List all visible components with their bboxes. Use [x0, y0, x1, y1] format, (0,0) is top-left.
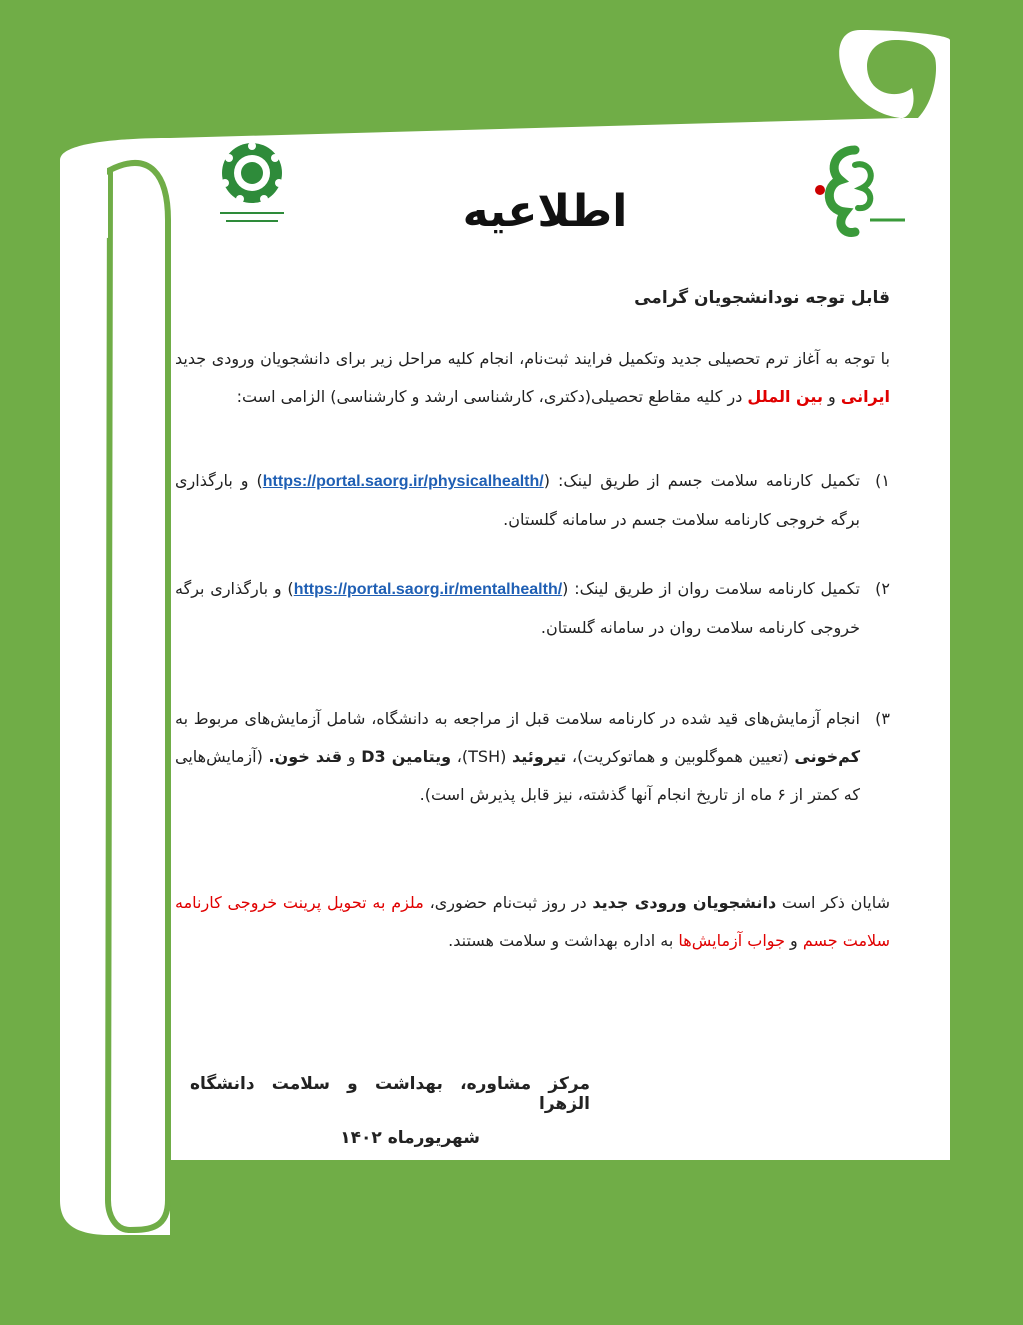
list-item-body — [175, 700, 860, 814]
list-item-text-end: (آزمایش‌هایی که کمتر از ۶ ماه از تاریخ انجام آنها گذشته، نیز قابل پذیرش است). — [175, 747, 860, 804]
alzahra-university-logo-icon — [800, 140, 910, 240]
note-paragraph — [175, 884, 890, 960]
note-text: شایان ذکر است — [776, 893, 890, 912]
list-item-body — [175, 570, 860, 647]
list-item-physical-health — [175, 462, 890, 539]
list-item-number: ۱) — [875, 471, 890, 490]
list-item-text: تکمیل کارنامه سلامت جسم از طریق لینک: ( — [543, 471, 861, 490]
test-blood-sugar: قند خون. — [268, 747, 343, 766]
list-item-lab-tests — [175, 700, 890, 814]
intro-highlight-iranian: ایرانی — [840, 387, 890, 406]
test-vitamin-d3: ویتامین D3 — [361, 747, 452, 766]
list-item-text: و — [342, 747, 362, 766]
note-required-print: ملزم به تحویل پرینت خروجی کارنامه سلامت جسم — [175, 893, 890, 950]
mental-health-link[interactable]: https://portal.saorg.ir/mentalhealth/ — [293, 581, 563, 598]
list-item-text: (TSH)، — [451, 747, 513, 766]
test-thyroid: تیروئید — [512, 747, 567, 766]
list-item-text-end: ) و بارگذاری برگه خروجی کارنامه سلامت روان در سامانه گلستان. — [175, 579, 860, 637]
list-item-body — [175, 462, 860, 539]
note-text-end: به اداره بهداشت و سلامت هستند. — [448, 931, 679, 950]
note-new-students: دانشجویان ورودی جدید — [592, 893, 777, 912]
signature: مرکز مشاوره، بهداشت و سلامت دانشگاه الزهرا — [190, 1074, 590, 1114]
intro-text-end: در کلیه مقاطع تحصیلی(دکتری، کارشناسی ارشد و کارشناسی) الزامی است: — [236, 387, 748, 406]
note-text: در روز ثبت‌نام حضوری، — [423, 893, 593, 912]
list-item-number: ۳) — [875, 709, 890, 728]
list-item-text: انجام آزمایش‌های قید شده در کارنامه سلامت قبل از مراجعه به دانشگاه، شامل آزمایش‌های مربوط به — [175, 709, 860, 728]
list-item-mental-health — [175, 570, 890, 647]
intro-text: با توجه به آغاز ترم تحصیلی جدید وتکمیل فرایند ثبت‌نام، انجام کلیه مراحل زیر برای دانشجویان ورودی جدید — [175, 349, 890, 368]
counseling-center-seal-icon — [212, 138, 292, 233]
note-text: و — [784, 931, 803, 950]
test-anemia: کم‌خونی — [794, 747, 860, 766]
date: شهریورماه ۱۴۰۲ — [340, 1128, 480, 1148]
intro-conjunction: و — [822, 387, 841, 406]
list-item-text-end: ) و بارگذاری برگه خروجی کارنامه سلامت جسم در سامانه گلستان. — [175, 471, 860, 529]
intro-highlight-international: بین الملل — [747, 387, 823, 406]
list-item-text: تکمیل کارنامه سلامت روان از طریق لینک: ( — [562, 579, 861, 598]
list-item-number: ۲) — [875, 579, 890, 598]
physical-health-link[interactable]: https://portal.saorg.ir/physicalhealth/ — [262, 473, 544, 490]
intro-paragraph — [175, 340, 890, 416]
salutation: قابل توجه نودانشجویان گرامی — [634, 288, 890, 308]
list-item-text: (تعیین هموگلوبین و هماتوکریت)، — [566, 747, 795, 766]
note-test-results: جواب آزمایش‌ها — [678, 931, 785, 950]
page-title: اطلاعیه — [462, 186, 628, 237]
